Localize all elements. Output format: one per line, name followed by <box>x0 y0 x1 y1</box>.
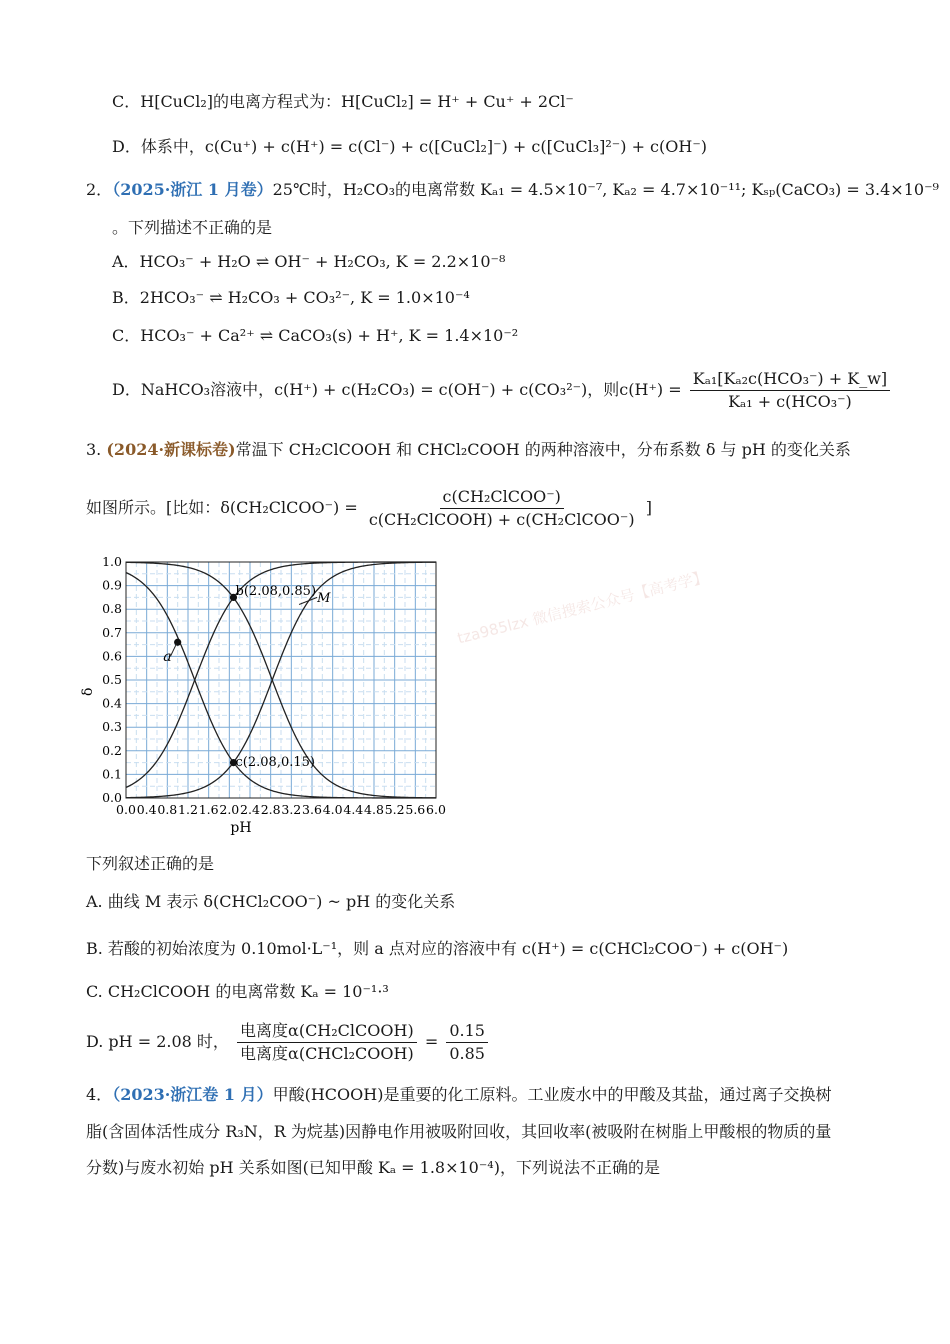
x-tick-label: 6.0 <box>426 802 446 817</box>
x-tick-label: 2.0 <box>219 802 240 817</box>
point-a <box>174 639 181 646</box>
y-tick-label: 0.6 <box>102 648 122 664</box>
q4-line2: 脂(含固体活性成分 R₃N，R 为烷基)因静电作用被吸附回收，其回收率(被吸附在树脂上甲酸根的物质的量 <box>86 1122 832 1141</box>
q2-option-d <box>112 368 893 413</box>
x-tick-label: 2.8 <box>260 802 281 817</box>
y-tick-label: 1.0 <box>102 554 122 569</box>
point-c-label: c(2.08,0.15) <box>235 755 315 771</box>
x-tick-label: 1.6 <box>198 802 219 817</box>
q3-stem-text: 常温下 CH₂ClCOOH 和 CHCl₂COOH 的两种溶液中，分布系数 δ 与 pH 的变化关系 <box>235 440 851 459</box>
q3-option-d-fraction <box>237 1020 417 1065</box>
q1-option-d: D．体系中，c(Cu⁺) + c(H⁺) = c(Cl⁻) + c([CuCl₂]⁻) + c([CuCl₃]²⁻) + c(OH⁻) <box>112 137 708 156</box>
q2-option-c: C．HCO₃⁻ + Ca²⁺ ⇌ CaCO₃(s) + H⁺, K = 1.4×10⁻² <box>112 326 519 345</box>
q3-option-d-numerator: 电离度α(CH₂ClCOOH) <box>237 1020 417 1043</box>
q2-option-d-text: D．NaHCO₃溶液中，c(H⁺) + c(H₂CO₃) = c(OH⁻) + c(CO₃²⁻)，则c(H⁺) = <box>112 380 682 399</box>
point-b-label: b(2.08,0.85) <box>235 584 317 600</box>
y-tick-label: 0.7 <box>102 624 122 640</box>
curve-m-label: M <box>317 591 331 607</box>
x-axis-label: pH <box>230 820 252 836</box>
q2-option-d-numerator: Kₐ₁[Kₐ₂c(HCO₃⁻) + K_w] <box>690 368 890 391</box>
y-tick-label: 0.3 <box>102 719 122 735</box>
q3-option-d <box>86 1020 491 1065</box>
y-tick-label: 0.5 <box>102 672 122 687</box>
q3-option-b: B. 若酸的初始浓度为 0.10mol·L⁻¹，则 a 点对应的溶液中有 c(H⁺) = c(CHCl₂COO⁻) + c(OH⁻) <box>86 939 789 958</box>
x-tick-label: 4.8 <box>364 802 384 817</box>
q2-option-b: B．2HCO₃⁻ ⇌ H₂CO₃ + CO₃²⁻, K = 1.0×10⁻⁴ <box>112 288 470 307</box>
y-tick-label: 0.4 <box>102 695 122 711</box>
q3-option-a: A. 曲线 M 表示 δ(CHCl₂COO⁻) ~ pH 的变化关系 <box>86 892 456 911</box>
q3-definition-text: 如图所示。[比如：δ(CH₂ClCOO⁻) = <box>86 498 358 517</box>
q2-option-d-fraction <box>690 368 890 413</box>
q4-stem <box>86 1084 831 1106</box>
x-tick-label: 3.6 <box>302 802 322 817</box>
q2-number: 2． <box>86 180 113 199</box>
q3-source: (2024·新课标卷) <box>106 440 236 459</box>
x-tick-label: 4.0 <box>322 802 343 817</box>
q1-option-c: C．H[CuCl₂]的电离方程式为：H[CuCl₂] = H⁺ + Cu⁺ + 2Cl⁻ <box>112 92 574 111</box>
q3-option-d-value-numerator: 0.15 <box>446 1020 488 1043</box>
x-tick-label: 0.8 <box>157 802 178 817</box>
y-tick-label: 0.2 <box>102 742 122 758</box>
q3-option-d-text: D. pH = 2.08 时， <box>86 1032 229 1051</box>
y-axis-label: δ <box>80 687 96 697</box>
x-tick-label: 1.2 <box>178 802 198 817</box>
q4-line1: 甲酸(HCOOH)是重要的化工原料。工业废水中的甲酸及其盐，通过离子交换树 <box>272 1085 832 1104</box>
q3-option-d-denominator: 电离度α(CHCl₂COOH) <box>240 1044 414 1063</box>
point-a-label: a <box>163 649 172 666</box>
q3-number: 3. <box>86 440 102 459</box>
y-tick-label: 0.8 <box>102 601 122 617</box>
q3-definition-close: ] <box>645 498 652 517</box>
y-tick-label: 0.9 <box>102 577 122 593</box>
q3-option-c: C. CH₂ClCOOH 的电离常数 Kₐ = 10⁻¹·³ <box>86 982 389 1001</box>
q4-line3: 分数)与废水初始 pH 关系如图(已知甲酸 Kₐ = 1.8×10⁻⁴)，下列说法不正确的是 <box>86 1158 660 1177</box>
q4-source: （2023·浙江卷 1 月） <box>112 1085 273 1104</box>
q2-option-a: A．HCO₃⁻ + H₂O ⇌ OH⁻ + H₂CO₃, K = 2.2×10⁻⁸ <box>112 252 506 271</box>
q3-option-d-equals: = <box>424 1032 439 1051</box>
x-tick-label: 5.2 <box>384 802 405 817</box>
q3-definition-fraction <box>366 486 638 531</box>
q2-option-d-denominator: Kₐ₁ + c(HCO₃⁻) <box>728 392 852 411</box>
q3-option-d-value <box>446 1020 488 1065</box>
q4-number: 4． <box>86 1085 113 1104</box>
watermark: tza985lzx 微信搜索公众号【高考学】 <box>455 567 710 648</box>
q3-option-d-value-denominator: 0.85 <box>449 1044 485 1063</box>
q2-stem-cont: 。下列描述不正确的是 <box>112 218 273 237</box>
x-tick-label: 4.4 <box>343 802 364 817</box>
q3-definition-numerator: c(CH₂ClCOO⁻) <box>440 486 564 509</box>
q3-definition-denominator: c(CH₂ClCOOH) + c(CH₂ClCOO⁻) <box>368 510 635 529</box>
x-tick-label: 0.0 <box>116 802 136 817</box>
distribution-chart <box>80 548 460 848</box>
y-tick-label: 0.1 <box>102 766 122 782</box>
q2-stem <box>86 179 939 201</box>
x-tick-label: 3.2 <box>281 802 302 817</box>
q3-question: 下列叙述正确的是 <box>86 854 215 873</box>
q2-source: （2025·浙江 1 月卷） <box>112 180 273 199</box>
q3-definition <box>86 486 652 531</box>
x-tick-label: 5.6 <box>405 802 426 817</box>
q3-stem <box>86 439 851 461</box>
y-tick-label: 0.0 <box>102 790 122 805</box>
x-tick-label: 2.4 <box>240 802 260 817</box>
x-tick-label: 0.4 <box>136 802 157 817</box>
q2-stem-text: 25℃时，H₂CO₃的电离常数 Kₐ₁ = 4.5×10⁻⁷, Kₐ₂ = 4.7×10⁻¹¹; Kₛₚ(CaCO₃) = 3.4×10⁻⁹ <box>272 180 939 199</box>
